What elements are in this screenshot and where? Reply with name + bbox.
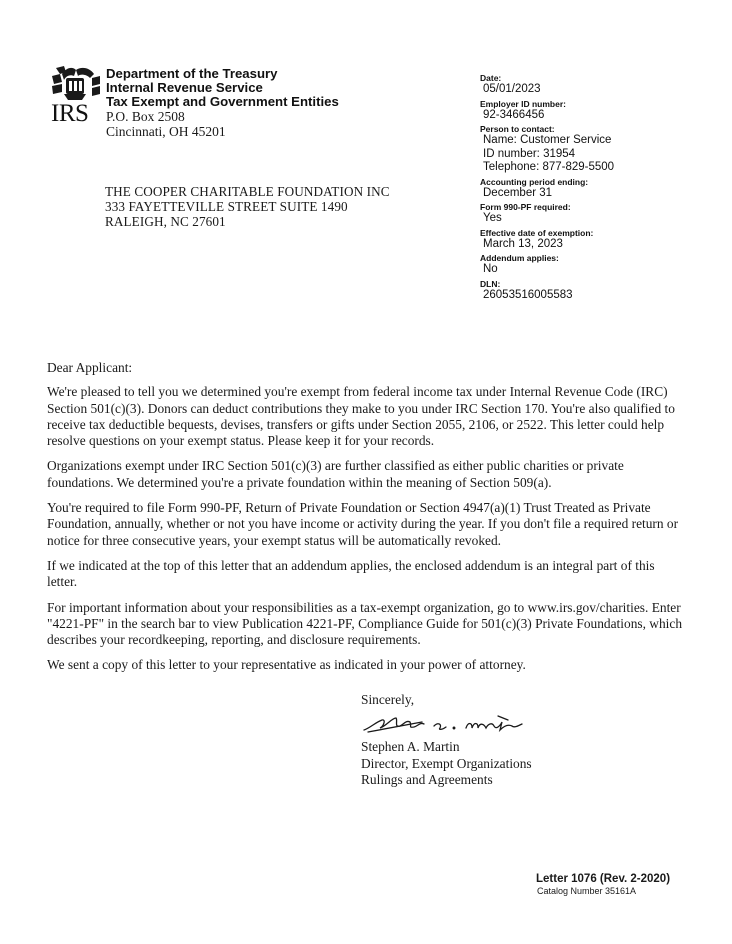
addendum-value: No bbox=[483, 263, 498, 275]
dln-label: DLN: bbox=[480, 278, 501, 289]
agency-line: Department of the Treasury bbox=[106, 66, 278, 81]
contact-name: Name: Customer Service bbox=[483, 134, 612, 146]
contact-phone: Telephone: 877-829-5500 bbox=[483, 161, 615, 173]
signer-name: Stephen A. Martin bbox=[361, 739, 460, 754]
letter-body bbox=[47, 360, 687, 683]
letter-footer bbox=[536, 872, 670, 897]
salutation: Dear Applicant: bbox=[47, 360, 133, 375]
body-paragraph: We're pleased to tell you we determined you're exempt from federal income tax under Internal Revenue Code (IRC) Section 501(c)(3). Donors can deduct contributions they make to you under IRC Section 170. You're also qualified to receive tax deductible bequests, devises, transfers or gifts under Section 2055, 2106, or 2522. This letter could help resolve questions on your exempt status. Please keep it for your records. bbox=[47, 384, 675, 449]
address-line: P.O. Box 2508 bbox=[106, 109, 185, 124]
form-required-label: Form 990-PF required: bbox=[480, 202, 571, 212]
body-paragraph: You're required to file Form 990-PF, Return of Private Foundation or Section 4947(a)(1) Trust Treated as Private Foundation, annually, whether or not you have income or activity during the year. If you don't file a required return or notice for three consecutive years, your exempt status will be automatically revoked. bbox=[47, 500, 679, 548]
signer-block bbox=[361, 739, 532, 789]
irs-logo-text: IRS bbox=[51, 100, 89, 127]
dln-value: 26053516005583 bbox=[483, 288, 573, 301]
ein-label: Employer ID number: bbox=[480, 98, 566, 109]
form-required-value: Yes bbox=[483, 212, 502, 224]
ein-value: 92-3466456 bbox=[483, 108, 545, 121]
period-label: Accounting period ending: bbox=[480, 176, 589, 187]
addendum-label: Addendum applies: bbox=[480, 253, 559, 263]
agency-line: Internal Revenue Service bbox=[106, 80, 263, 95]
agency-address bbox=[106, 109, 226, 139]
recipient-line: THE COOPER CHARITABLE FOUNDATION INC bbox=[105, 184, 390, 199]
effective-date-label: Effective date of exemption: bbox=[480, 227, 594, 238]
closing: Sincerely, bbox=[361, 692, 415, 707]
date-value: 05/01/2023 bbox=[483, 83, 541, 95]
contact-label: Person to contact: bbox=[480, 124, 555, 134]
period-value: December 31 bbox=[483, 186, 553, 199]
date-label: Date: bbox=[480, 73, 502, 83]
catalog-number: Catalog Number 35161A bbox=[537, 886, 637, 896]
form-number: Letter 1076 (Rev. 2-2020) bbox=[536, 873, 671, 885]
body-paragraph: Organizations exempt under IRC Section 501(c)(3) are further classified as either public charities or private foundations. We determined you're a private foundation within the meaning of Section 509(a). bbox=[47, 458, 624, 490]
recipient-address bbox=[105, 184, 390, 229]
letter-info-panel bbox=[480, 73, 720, 304]
handwritten-signature bbox=[362, 708, 532, 738]
body-paragraph: If we indicated at the top of this letter that an addendum applies, the enclosed addendum is an integral part of this letter. bbox=[47, 557, 655, 590]
signer-unit: Rulings and Agreements bbox=[361, 772, 493, 787]
recipient-line: RALEIGH, NC 27601 bbox=[105, 214, 226, 229]
body-paragraph: We sent a copy of this letter to your representative as indicated in your power of attorney. bbox=[47, 657, 526, 673]
signer-title: Director, Exempt Organizations bbox=[361, 755, 532, 771]
address-line: Cincinnati, OH 45201 bbox=[106, 124, 226, 139]
agency-line: Tax Exempt and Government Entities bbox=[106, 94, 339, 109]
effective-date-value: March 13, 2023 bbox=[483, 237, 563, 250]
body-paragraph: For important information about your responsibilities as a tax-exempt organization, go to www.irs.gov/charities. Enter "4221-PF" in the search bar to view Publication 4221-PF, Compliance Guide for 501(c)(3) Private Foundations, which describes your recordkeeping, reporting, and disclosure requirements. bbox=[47, 599, 683, 648]
contact-id: ID number: 31954 bbox=[483, 147, 576, 160]
agency-name bbox=[106, 67, 339, 109]
recipient-line: 333 FAYETTEVILLE STREET SUITE 1490 bbox=[105, 199, 348, 214]
